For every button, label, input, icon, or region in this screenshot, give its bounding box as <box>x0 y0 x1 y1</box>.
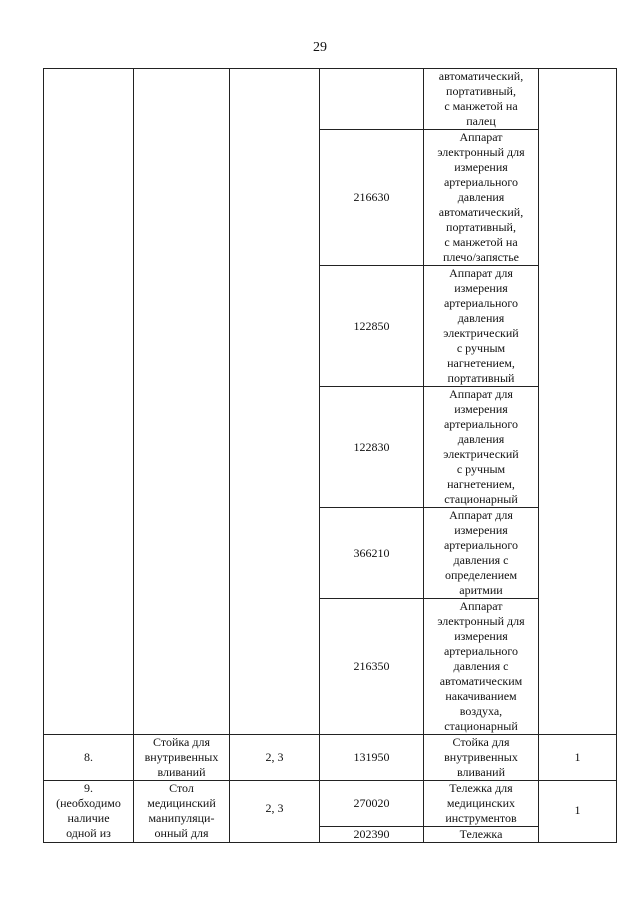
sections-cell: 2, 3 <box>230 781 320 843</box>
item-cell <box>134 69 230 735</box>
name-cell: Аппарат для измерения артериального давления с определением аритмии <box>424 508 539 599</box>
name-cell: Тележка для медицинских инструментов <box>424 781 539 827</box>
quantity-cell <box>539 69 617 735</box>
code-cell: 216350 <box>320 599 424 735</box>
table-row <box>44 781 617 827</box>
item-cell: Стойка для внутривенных вливаний <box>134 735 230 781</box>
code-cell: 366210 <box>320 508 424 599</box>
name-cell: автоматический, портативный, с манжетой на палец <box>424 69 539 130</box>
code-cell <box>320 69 424 130</box>
table-row <box>44 735 617 781</box>
equipment-table <box>43 68 617 843</box>
name-cell: Аппарат электронный для измерения артериального давления с автоматическим накачиванием воздуха, стационарный <box>424 599 539 735</box>
name-cell: Стойка для внутривенных вливаний <box>424 735 539 781</box>
number-cell <box>44 69 134 735</box>
table-row <box>44 69 617 130</box>
name-cell: Тележка <box>424 827 539 843</box>
sections-cell <box>230 69 320 735</box>
code-cell: 202390 <box>320 827 424 843</box>
code-cell: 122830 <box>320 387 424 508</box>
name-cell: Аппарат для измерения артериального давления электрический с ручным нагнетением, стационарный <box>424 387 539 508</box>
sections-cell: 2, 3 <box>230 735 320 781</box>
code-cell: 216630 <box>320 130 424 266</box>
number-cell: 9. (необходимо наличие одной из <box>44 781 134 843</box>
quantity-cell: 1 <box>539 781 617 843</box>
code-cell: 122850 <box>320 266 424 387</box>
quantity-cell: 1 <box>539 735 617 781</box>
item-cell: Стол медицинский манипуляци- онный для <box>134 781 230 843</box>
page-number: 29 <box>313 40 327 55</box>
name-cell: Аппарат для измерения артериального давления электрический с ручным нагнетением, портативный <box>424 266 539 387</box>
number-cell: 8. <box>44 735 134 781</box>
code-cell: 131950 <box>320 735 424 781</box>
code-cell: 270020 <box>320 781 424 827</box>
name-cell: Аппарат электронный для измерения артериального давления автоматический, портативный, с манжетой на плечо/запястье <box>424 130 539 266</box>
